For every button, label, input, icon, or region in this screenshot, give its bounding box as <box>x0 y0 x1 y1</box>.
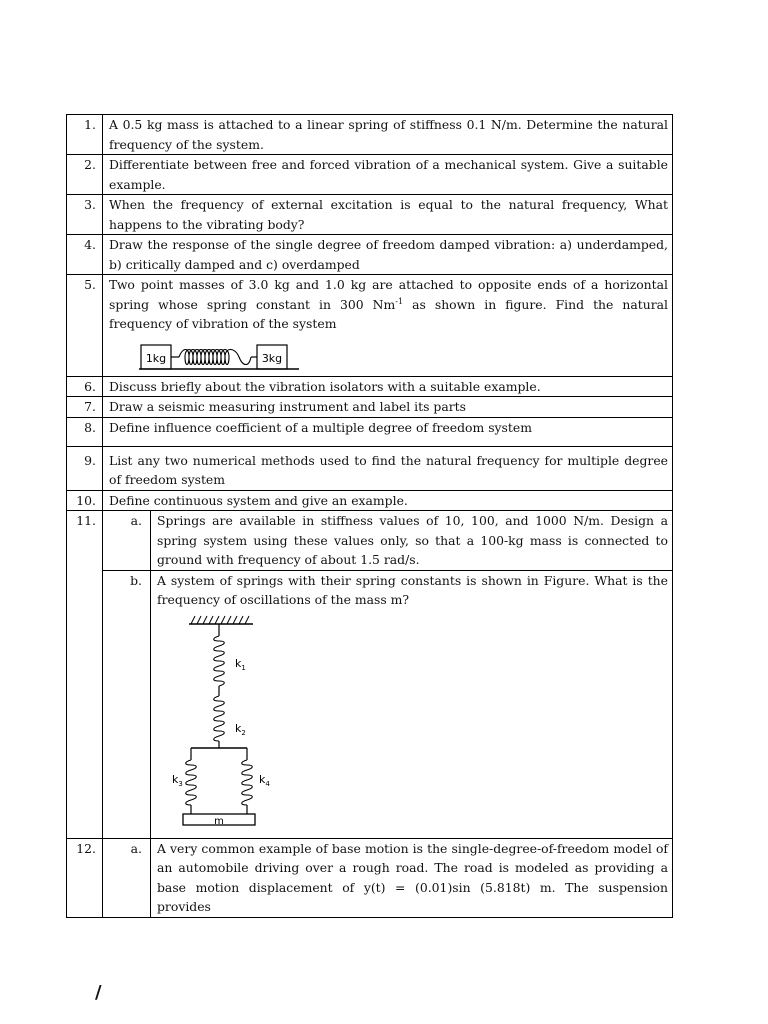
question-row-11b <box>67 570 673 838</box>
question-number: 8. <box>67 417 103 446</box>
question-row-4 <box>67 235 673 275</box>
ceiling-hatch <box>191 616 249 624</box>
question-text: A very common example of base motion is the single-degree-of-freedom model of an automobile driving over a rough road. The road is modeled as providing a base motion displacement of y(t) = (0.01)sin (5.818t) m. The suspension provides <box>151 838 673 917</box>
sub-question-label: a. <box>103 838 151 917</box>
k1-label: $k_1$ <box>235 656 246 672</box>
question-cell <box>103 275 673 377</box>
question-cell <box>151 570 673 838</box>
spring-k3 <box>186 760 197 805</box>
question-number: 1. <box>67 115 103 155</box>
spring-k2 <box>214 696 225 741</box>
question-row-9 <box>67 446 673 490</box>
question-row-11a <box>67 511 673 571</box>
spring-k4 <box>242 760 253 805</box>
question-row-6 <box>67 376 673 397</box>
k4-label: $k_4$ <box>259 772 270 788</box>
question-number: 6. <box>67 376 103 397</box>
horizontal-spring <box>179 349 251 364</box>
question-text: Draw the response of the single degree of freedom damped vibration: a) underdamped, b) critically damped and c) overdamped <box>103 235 673 275</box>
question-text: Discuss briefly about the vibration isolators with a suitable example. <box>103 376 673 397</box>
question-row-2 <box>67 155 673 195</box>
question-text: List any two numerical methods used to find the natural frequency for multiple degree of freedom system <box>103 446 673 490</box>
question-text: A 0.5 kg mass is attached to a linear spring of stiffness 0.1 N/m. Determine the natural frequency of the system. <box>103 115 673 155</box>
question-row-3 <box>67 195 673 235</box>
spring-mass-diagram <box>139 334 339 376</box>
question-number: 4. <box>67 235 103 275</box>
question-row-1 <box>67 115 673 155</box>
k3-label: $k_3$ <box>172 772 183 788</box>
question-text: Springs are available in stiffness values of 10, 100, and 1000 N/m. Design a spring system using these values only, so that a 100-kg mass is connected to ground with frequency of about 1.5 rad/s. <box>151 511 673 571</box>
question-text <box>109 275 668 334</box>
question-number: 10. <box>67 490 103 511</box>
spring-network-diagram <box>172 612 289 838</box>
footer-mark: / <box>95 982 102 1003</box>
sub-question-label: a. <box>103 511 151 571</box>
question-text: Draw a seismic measuring instrument and label its parts <box>103 397 673 418</box>
question-number: 12. <box>67 838 103 917</box>
question-number: 7. <box>67 397 103 418</box>
question-number: 5. <box>67 275 103 377</box>
spring-k1 <box>214 636 225 686</box>
question-row-8 <box>67 417 673 446</box>
question-text: A system of springs with their spring constants is shown in Figure. What is the frequency of oscillations of the mass m? <box>157 572 668 607</box>
question-number: 11. <box>67 511 103 839</box>
left-mass-label: 1kg <box>145 351 167 365</box>
question-number: 3. <box>67 195 103 235</box>
question-table <box>66 114 673 918</box>
question-text-part: as shown in figure. Find the natural frequency of vibration of the system <box>109 296 668 331</box>
spring-system-figure <box>157 610 668 838</box>
mass-label: m <box>214 815 224 827</box>
sub-question-label: b. <box>103 570 151 838</box>
question-number: 9. <box>67 446 103 490</box>
question-row-10 <box>67 490 673 511</box>
question-text: Define continuous system and give an example. <box>103 490 673 511</box>
question-row-7 <box>67 397 673 418</box>
question-text-part: Two point masses of 3.0 kg and 1.0 kg are attached to opposite ends of a horizontal spring whose spring constant in 300 Nm <box>109 277 668 312</box>
question-text: Differentiate between free and forced vibration of a mechanical system. Give a suitable example. <box>103 155 673 195</box>
question-number: 2. <box>67 155 103 195</box>
question-row-5 <box>67 275 673 377</box>
superscript: -1 <box>395 296 404 306</box>
question-text: When the frequency of external excitation is equal to the natural frequency, What happens to the vibrating body? <box>103 195 673 235</box>
question-row-12a <box>67 838 673 917</box>
k2-label: $k_2$ <box>235 721 246 737</box>
two-mass-spring-figure <box>109 334 668 376</box>
question-text: Define influence coefficient of a multiple degree of freedom system <box>103 417 673 446</box>
right-mass-label: 3kg <box>261 351 283 365</box>
